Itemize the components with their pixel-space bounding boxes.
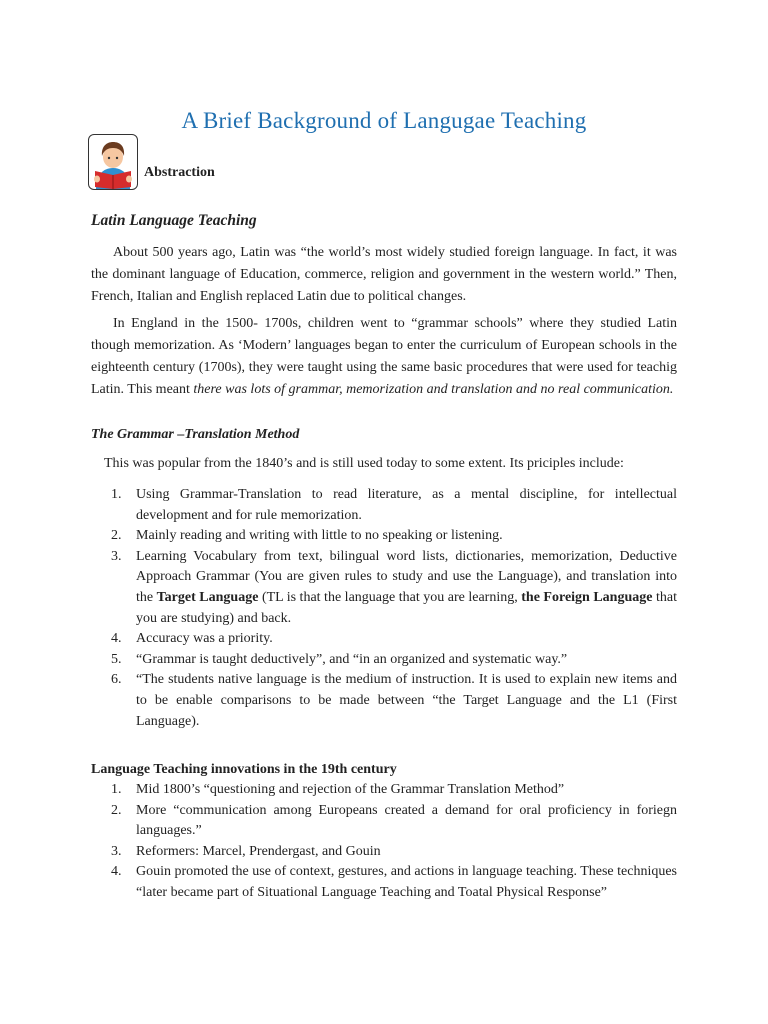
section-heading-latin: Latin Language Teaching — [91, 212, 257, 229]
list-number: 3. — [111, 548, 122, 564]
grammar-translation-principles-list — [91, 485, 677, 732]
list-number: 3. — [111, 843, 122, 859]
section-heading-innovations: Language Teaching innovations in the 19th century — [91, 762, 397, 777]
paragraph-england-grammar-schools — [91, 313, 677, 401]
list-item-text: Reformers: Marcel, Prendergast, and Gouin — [136, 843, 381, 859]
list-item-text: Mid 1800’s “questioning and rejection of the Grammar Translation Method” — [136, 782, 565, 797]
list-number: 5. — [111, 651, 122, 667]
grammar-translation-intro: This was popular from the 1840’s and is still used today to some extent. Its priciples include: — [104, 456, 624, 471]
paragraph-england-emphasis: there was lots of grammar, memorization and translation and no real communication. — [193, 382, 674, 397]
list-number: 4. — [111, 631, 122, 647]
list-number: 2. — [111, 528, 122, 544]
list-item — [91, 842, 677, 863]
list-item — [91, 650, 677, 671]
list-item-text: Accuracy was a priority. — [136, 631, 273, 647]
list-item — [91, 629, 677, 650]
target-language-term: Target Language — [156, 589, 259, 605]
list-item-text: that you are studying) and back. — [136, 589, 677, 626]
reading-student-illustration — [89, 135, 137, 189]
paragraph-england-text: In England in the 1500- 1700s, children went to “grammar schools” where they studied Latin though memorization. As ‘Modern’ languages began to enter the curriculum of European schools in the eighteenth century (1700s), they were taught using the same basic procedures that were used for teachig Latin. This meant — [91, 316, 677, 397]
foreign-language-term: the Foreign Language — [521, 589, 653, 605]
section-heading-grammar-translation: The Grammar –Translation Method — [91, 427, 300, 442]
list-item-text: Gouin promoted the use of context, gestures, and actions in language teaching. These techniques “later became part of Situational Language Teaching and Toatal Physical Response” — [136, 864, 677, 900]
page-title: A Brief Background of Langugae Teaching — [181, 108, 587, 133]
list-item — [91, 801, 677, 842]
list-number: 4. — [111, 864, 122, 880]
list-item — [91, 670, 677, 732]
list-item-text: (TL is that the language that you are learning, — [258, 589, 522, 605]
innovations-list — [91, 780, 677, 904]
reading-student-icon — [88, 134, 138, 190]
list-item — [91, 780, 677, 801]
list-number: 1. — [111, 782, 122, 797]
list-item — [91, 547, 677, 629]
list-item-text: Using Grammar-Translation to read literature, as a mental discipline, for intellectual development and for rule memorization. — [136, 487, 677, 523]
list-item-text: More “communication among Europeans created a demand for oral proficiency in foriegn languages.” — [136, 802, 677, 839]
paragraph-latin-history: About 500 years ago, Latin was “the world’s most widely studied foreign language. In fact, it was the dominant language of Education, commerce, religion and government in the western world.” Then, French, Italian and English replaced Latin due to political changes. — [91, 245, 677, 304]
list-number: 2. — [111, 802, 122, 818]
list-item — [91, 485, 677, 526]
list-item — [91, 526, 677, 547]
list-number: 1. — [111, 487, 122, 502]
list-item-text: “Grammar is taught deductively”, and “in an organized and systematic way.” — [136, 651, 568, 667]
list-item-text: Mainly reading and writing with little to no speaking or listening. — [136, 528, 503, 544]
list-item-text: Learning Vocabulary from text, bilingual word lists, dictionaries, memorization, Deductive Approach Grammar (You are given rules to study and use the Language), and translation into the — [136, 548, 677, 605]
list-number: 6. — [111, 672, 122, 688]
abstraction-label: Abstraction — [144, 165, 215, 180]
list-item — [91, 862, 677, 903]
list-item-text: “The students native language is the medium of instruction. It is used to explain new items and to be enable comparisons to be made between “the Target Language and the L1 (First Language). — [136, 672, 677, 729]
